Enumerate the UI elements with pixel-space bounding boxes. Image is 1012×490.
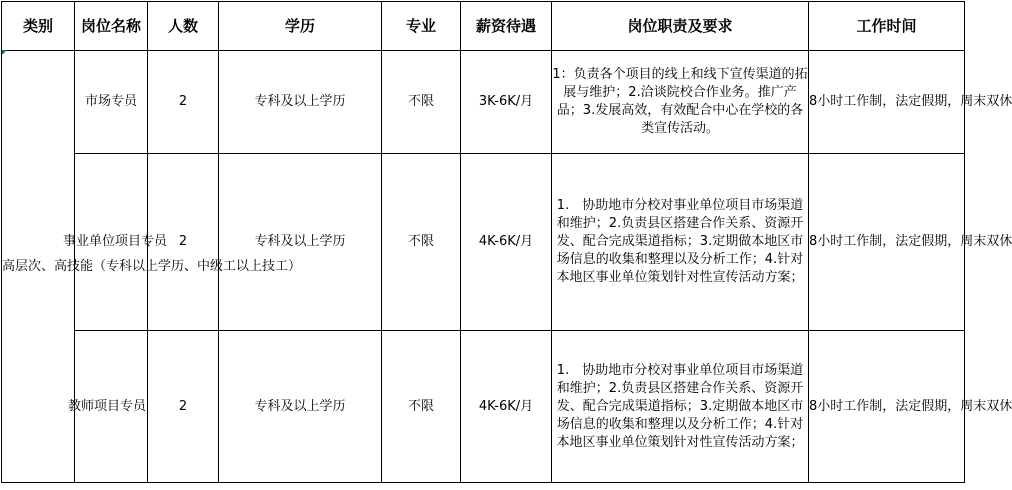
category-cell[interactable]: 高层次、高技能（专科以上学历、中级工以上技工） [2, 51, 75, 483]
position-cell[interactable] [67, 331, 148, 483]
header-duties[interactable]: 岗位职责及要求 [552, 2, 809, 51]
salary-cell[interactable]: 3K-6K/月 [461, 51, 552, 154]
table-row [2, 154, 965, 331]
header-position[interactable]: 岗位名称 [75, 2, 148, 51]
position-text: 市场专员 [84, 94, 137, 109]
header-education[interactable]: 学历 [219, 2, 382, 51]
header-category[interactable]: 类别 [2, 2, 75, 51]
education-cell[interactable]: 专科及以上学历 [219, 51, 382, 154]
duties-text: 1. 协助地市分校对事业单位项目市场渠道和维护；2.负责县区搭建合作关系、资源开发、配合完成渠道指标；3.定期做本地区市场信息的收集和整理以及分析工作；4.针对本地区事业单位策划针对性宣传活动方案； [556, 362, 804, 450]
position-text: 教师项目专员 [67, 398, 146, 414]
salary-cell[interactable]: 4K-6K/月 [461, 331, 552, 483]
salary-cell[interactable]: 4K-6K/月 [461, 154, 552, 331]
header-count[interactable]: 人数 [148, 2, 219, 51]
count-cell[interactable]: 2 [148, 154, 219, 331]
work-time-cell[interactable]: 8小时工作制，法定假期，周末双休 [809, 331, 965, 483]
position-cell[interactable] [63, 154, 168, 331]
major-cell[interactable]: 不限 [382, 331, 461, 483]
header-major[interactable]: 专业 [382, 2, 461, 51]
table-row [2, 331, 965, 483]
duties-text: 1. 协助地市分校对事业单位项目市场渠道和维护；2.负责县区搭建合作关系、资源开发、配合完成渠道指标；3.定期做本地区市场信息的收集和整理以及分析工作；4.针对本地区事业单位策划针对性宣传活动方案； [556, 198, 804, 285]
duties-cell[interactable] [552, 154, 809, 331]
work-time-cell[interactable]: 8小时工作制，法定假期，周末双休 [809, 154, 965, 331]
education-cell[interactable]: 专科及以上学历 [219, 331, 382, 483]
duties-text: 1：负责各个项目的线上和线下宣传渠道的拓展与维护；2.洽谈院校合作业务。推广产品；3.发展高效，有效配合中心在学校的各类宣传活动。 [552, 67, 808, 136]
major-cell[interactable]: 不限 [382, 51, 461, 154]
duties-cell[interactable] [552, 331, 809, 483]
count-cell[interactable]: 2 [148, 331, 219, 483]
count-cell[interactable]: 2 [148, 51, 219, 154]
major-cell[interactable]: 不限 [382, 154, 461, 331]
position-text: 事业单位项目专员 [63, 234, 168, 249]
table-row [2, 51, 965, 154]
header-work-time[interactable]: 工作时间 [809, 2, 965, 51]
duties-cell[interactable] [552, 51, 809, 154]
job-table [1, 1, 1012, 483]
education-cell[interactable]: 专科及以上学历 [219, 154, 382, 331]
work-time-cell[interactable]: 8小时工作制，法定假期，周末双休 [809, 51, 965, 154]
cell-comment-marker [2, 50, 7, 55]
position-cell[interactable] [75, 51, 148, 154]
header-salary[interactable]: 薪资待遇 [461, 2, 552, 51]
header-row [2, 2, 965, 51]
